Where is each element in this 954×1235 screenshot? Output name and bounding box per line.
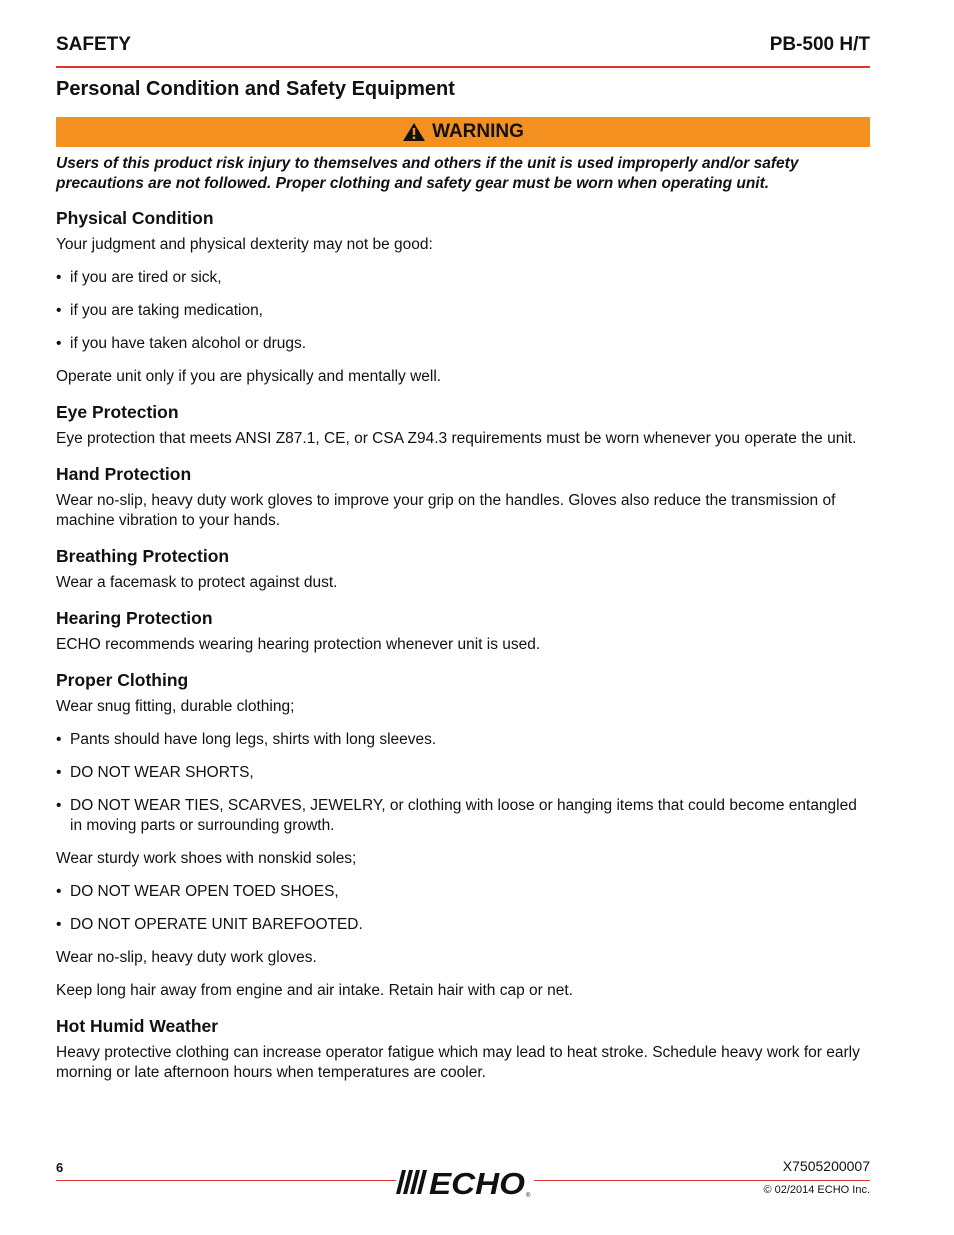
hearing-protection-heading: Hearing Protection [56, 608, 213, 628]
footer-rule-right [534, 1180, 870, 1181]
list-item: • DO NOT WEAR TIES, SCARVES, JEWELRY, or clothing with loose or hanging items that could become entangled in moving parts or surrounding growth. [56, 796, 870, 836]
list-item: • if you have taken alcohol or drugs. [56, 334, 870, 354]
svg-text:ECHO: ECHO [429, 1166, 525, 1198]
copyright: © 02/2014 ECHO Inc. [763, 1184, 870, 1196]
physical-intro: Your judgment and physical dexterity may not be good: [56, 236, 433, 253]
header-model-label: PB-500 H/T [769, 34, 870, 55]
proper-clothing-section [56, 669, 870, 1001]
hand-protection-heading: Hand Protection [56, 464, 192, 484]
physical-outro: Operate unit only if you are physically and mentally well. [56, 368, 442, 385]
page-content [56, 207, 870, 1097]
list-item: • DO NOT WEAR SHORTS, [56, 763, 870, 783]
section-title: Personal Condition and Safety Equipment [56, 78, 455, 100]
warning-text: Users of this product risk injury to themselves and others if the unit is used improperly and/or safety precautions are not followed. Proper clothing and safety gear must be worn when operating unit. [56, 155, 799, 192]
clothing-hair: Keep long hair away from engine and air intake. Retain hair with cap or net. [56, 982, 573, 999]
clothing-shoes: Wear sturdy work shoes with nonskid soles; [56, 850, 357, 867]
hearing-protection-text: ECHO recommends wearing hearing protection whenever unit is used. [56, 636, 541, 653]
proper-clothing-heading: Proper Clothing [56, 670, 189, 690]
hand-protection-text: Wear no-slip, heavy duty work gloves to improve your grip on the handles. Gloves also reduce the transmission of machine vibration to your hands. [56, 492, 836, 529]
hot-humid-weather-section [56, 1015, 870, 1083]
header-section-label: SAFETY [56, 34, 131, 55]
echo-logo [396, 1164, 534, 1198]
hot-humid-weather-heading: Hot Humid Weather [56, 1016, 219, 1036]
warning-banner [56, 117, 870, 147]
physical-condition-heading: Physical Condition [56, 208, 214, 228]
breathing-protection-text: Wear a facemask to protect against dust. [56, 574, 338, 591]
physical-condition-section [56, 207, 870, 387]
physical-list [56, 268, 870, 354]
page-number: 6 [56, 1160, 64, 1175]
list-item: • DO NOT OPERATE UNIT BAREFOOTED. [56, 915, 870, 935]
breathing-protection-heading: Breathing Protection [56, 546, 230, 566]
list-item: • DO NOT WEAR OPEN TOED SHOES, [56, 882, 870, 902]
warning-triangle-icon [402, 122, 426, 142]
list-item: • if you are tired or sick, [56, 268, 870, 288]
page-header [56, 34, 870, 68]
clothing-intro: Wear snug fitting, durable clothing; [56, 698, 295, 715]
shoes-list [56, 882, 870, 935]
warning-label: WARNING [432, 121, 524, 142]
eye-protection-section [56, 401, 870, 449]
hearing-protection-section [56, 607, 870, 655]
page-footer [56, 1160, 870, 1200]
breathing-protection-section [56, 545, 870, 593]
list-item: • if you are taking medication, [56, 301, 870, 321]
hand-protection-section [56, 463, 870, 531]
hot-humid-weather-text: Heavy protective clothing can increase operator fatigue which may lead to heat stroke. Schedule heavy work for early morning or late afternoon hours when temperatures are cooler. [56, 1044, 860, 1081]
clothing-gloves: Wear no-slip, heavy duty work gloves. [56, 949, 317, 966]
eye-protection-heading: Eye Protection [56, 402, 179, 422]
document-number: X7505200007 [782, 1158, 870, 1174]
list-item: • Pants should have long legs, shirts with long sleeves. [56, 730, 870, 750]
clothing-list [56, 730, 870, 836]
footer-rule-left [56, 1180, 396, 1181]
svg-text:®: ® [526, 1193, 531, 1198]
eye-protection-text: Eye protection that meets ANSI Z87.1, CE, or CSA Z94.3 requirements must be worn whenever you operate the unit. [56, 430, 857, 447]
